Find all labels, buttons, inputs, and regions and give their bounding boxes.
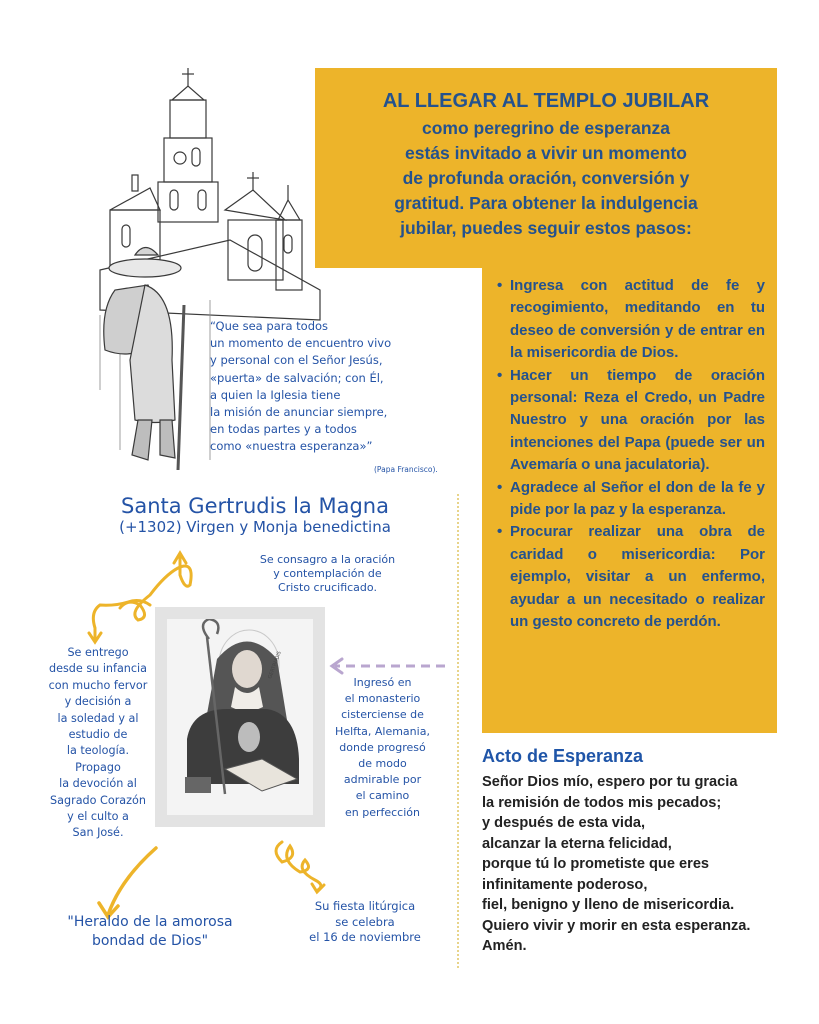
quote-line: “Que sea para todos: [210, 319, 329, 333]
header-title: AL LLEGAR AL TEMPLO JUBILAR: [382, 90, 710, 112]
prayer-line: fiel, benigno y lleno de misericordia.: [482, 897, 735, 913]
note-line: de modo: [358, 757, 407, 771]
note-line: Su fiesta litúrgica: [314, 899, 416, 913]
prayer-line: alcanzar la eterna felicidad,: [482, 835, 672, 852]
quote-line: un momento de encuentro vivo: [210, 336, 392, 351]
quote-line: a quien la Iglesia tiene: [210, 387, 341, 402]
step-item: • Hacer un tiempo de oración personal: Reza el Credo, un Padre Nuestro y una oración por las intenciones del Papa (puede ser un Avemaría o una jaculatoria).: [497, 365, 765, 477]
quote-line: en todas partes y a todos: [210, 422, 357, 437]
step-item: • Procurar realizar una obra de caridad o misericordia: Por ejemplo, visitar a un enfermo, ayudar a un necesitado o realizar un gesto concreto de perdón.: [497, 521, 765, 633]
prayer-line: porque tú lo prometiste que eres: [482, 856, 710, 872]
heraldo-note: [45, 913, 255, 951]
spiral-arrow-down-icon: [276, 842, 321, 890]
quote-line: y personal con el Señor Jesús,: [210, 353, 383, 368]
step-item: • Agradece al Señor el don de la fe y pide por la paz y la esperanza.: [497, 477, 765, 522]
prayer-line: Señor Dios mío, espero por tu gracia: [482, 774, 738, 790]
acto-prayer: [482, 772, 802, 957]
prayer-line: infinitamente poderoso,: [482, 876, 648, 893]
step-item: • Ingresa con actitud de fe y recogimiento, meditando en tu deseo de conversión y de entrar en la misericordia de Dios.: [497, 275, 765, 365]
note-line: y el culto a: [67, 810, 129, 824]
note-line: se celebra: [335, 914, 395, 929]
note-line: Helfta, Alemania,: [335, 724, 430, 738]
quote-line: «puerta» de salvación; con Él,: [210, 370, 384, 385]
note-line: "Heraldo de la amorosa: [67, 914, 233, 930]
portrait-label: GERTRUDIS: [267, 650, 283, 680]
note-line: cisterciense de: [341, 708, 424, 722]
note-line: en perfección: [344, 805, 420, 819]
note-line: y decisión a: [64, 695, 132, 709]
note-line: estudio de: [68, 728, 128, 742]
header-line: estás invitado a vivir un momento: [404, 143, 688, 163]
prayer-line: y después de esta vida,: [482, 815, 646, 831]
saint-subtitle: (+1302) Virgen y Monja benedictina: [119, 518, 391, 536]
note-line: desde su infancia: [48, 662, 148, 676]
note-line: el camino: [355, 789, 410, 803]
dotted-divider: [457, 494, 459, 968]
note-line: bondad de Dios": [91, 933, 209, 949]
note-line: Propago: [75, 760, 121, 774]
note-line: la teología.: [66, 744, 130, 758]
note-line: admirable por: [343, 773, 422, 787]
note-line: Se consagro a la oración: [259, 553, 396, 566]
prayer-line: Quiero vivir y morir en esta esperanza.: [482, 917, 751, 934]
note-line: San José.: [72, 826, 124, 840]
entrego-note: [14, 645, 182, 842]
arrow-down-left-icon: [108, 848, 156, 915]
note-line: y contemplación de: [273, 567, 382, 580]
prayer-line: Amén.: [482, 938, 527, 954]
note-line: Sagrado Corazón: [50, 793, 146, 807]
note-line: Se entrego: [67, 646, 129, 659]
note-line: el 16 de noviembre: [309, 930, 421, 944]
feast-day-note: [290, 899, 440, 946]
note-line: Ingresó en: [353, 676, 412, 689]
prayer-line: la remisión de todos mis pecados;: [482, 794, 722, 811]
note-line: Cristo crucificado.: [278, 581, 377, 594]
acto-title: Acto de Esperanza: [482, 746, 644, 766]
quote-author: (Papa Francisco).: [374, 465, 438, 474]
header-line: jubilar, puedes seguir estos pasos:: [400, 218, 692, 238]
header-line: como peregrino de esperanza: [422, 118, 670, 138]
note-line: el monasterio: [344, 692, 421, 706]
note-line: donde progresó: [339, 740, 426, 754]
saint-portrait: [167, 619, 313, 815]
ingreso-note: [305, 675, 460, 821]
note-line: con mucho fervor: [48, 678, 148, 692]
saint-name: Santa Gertrudis la Magna: [121, 494, 389, 518]
note-line: la soledad y al: [57, 711, 139, 725]
header-line: de profunda oración, conversión y: [402, 168, 690, 188]
header-line: gratitud. Para obtener la indulgencia: [394, 193, 698, 213]
quote-line: como «nuestra esperanza»”: [210, 439, 373, 454]
quote-line: la misión de anunciar siempre,: [210, 405, 388, 420]
note-line: la devoción al: [59, 777, 137, 791]
